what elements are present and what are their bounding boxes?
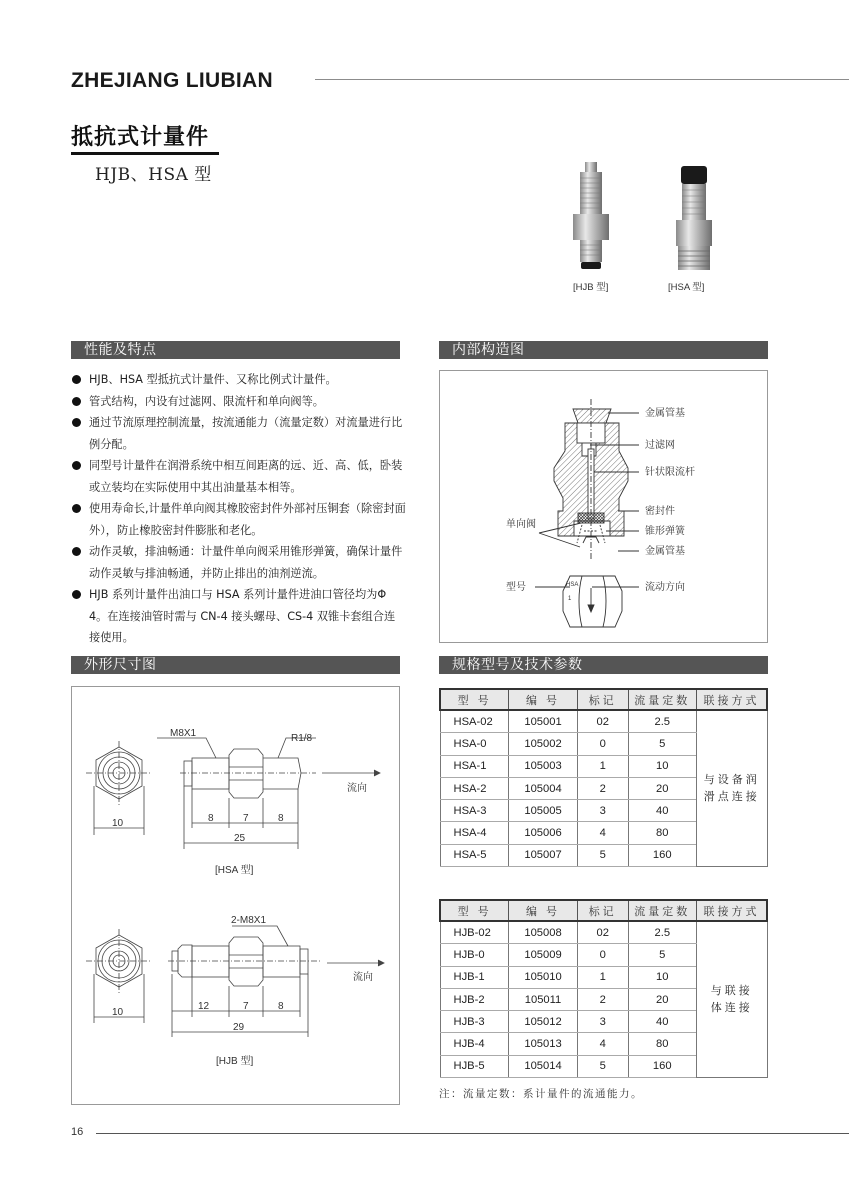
label-filter: 过滤网 (645, 440, 675, 451)
bullet-icon (72, 397, 81, 406)
feature-item (71, 412, 406, 455)
connection-line: 与联接 (710, 984, 753, 997)
hjb-hex-width: 10 (112, 1007, 124, 1018)
cell-mark: 5 (577, 1055, 628, 1077)
cell-flow-constant: 40 (628, 1011, 697, 1033)
cell-model: HJB-3 (440, 1011, 509, 1033)
hjb-spec-table (439, 899, 768, 1078)
feature-item (71, 369, 406, 391)
cell-flow-constant: 40 (628, 800, 696, 822)
hex-model-text: HSA (566, 582, 579, 588)
cell-flow-constant: 10 (628, 966, 697, 988)
feature-text: 同型号计量件在润滑系统中相互间距离的远、近、高、低，卧装或立装均在实际使用中其出油量基本相等。 (89, 459, 403, 494)
hjb-seg1: 12 (198, 1001, 210, 1012)
label-metal-base-top: 金属管基 (645, 408, 685, 419)
cell-model: HJB-0 (440, 944, 509, 966)
label-check-valve: 单向阀 (506, 519, 536, 530)
feature-text: 管式结构，内设有过滤网、限流杆和单向阀等。 (89, 394, 324, 408)
feature-item (71, 498, 406, 541)
cell-mark: 4 (577, 1033, 628, 1055)
page-number: 16 (71, 1126, 84, 1138)
hex-mark-text: 1 (568, 596, 572, 602)
col-model: 型 号 (440, 900, 509, 921)
label-model: 型号 (506, 582, 526, 593)
cell-model: HJB-5 (440, 1055, 509, 1077)
hsa-seg2: 7 (243, 813, 249, 824)
label-metal-base-bottom: 金属管基 (645, 546, 685, 557)
table-row (440, 921, 767, 944)
header-rule (315, 79, 849, 80)
cell-mark: 1 (577, 755, 628, 777)
page-title: 抵抗式计量件 (71, 125, 210, 150)
cell-code: 105006 (509, 822, 578, 844)
feature-text: 通过节流原理控制流量，按流通能力（流量定数）对流量进行比例分配。 (89, 416, 403, 451)
feature-item (71, 584, 406, 649)
cell-code: 105001 (509, 710, 578, 733)
cell-model: HSA-2 (440, 777, 509, 799)
hsa-photo-caption: [HSA 型] (668, 282, 705, 293)
col-flow-constant: 流量定数 (628, 900, 697, 921)
hsa-seg1: 8 (208, 813, 214, 824)
feature-text: 使用寿命长,计量件单向阀其橡胶密封件外部衬压铜套（除密封面外），防止橡胶密封件膨胀和老化。 (89, 502, 406, 537)
table-note: 注：流量定数：系计量件的流通能力。 (439, 1088, 643, 1100)
cell-connection (697, 710, 768, 867)
cell-mark: 0 (577, 944, 628, 966)
col-code: 编 号 (509, 900, 578, 921)
footer-rule (96, 1133, 849, 1134)
hsa-spec-table (439, 688, 768, 867)
cell-model: HJB-4 (440, 1033, 509, 1055)
cell-code: 105009 (509, 944, 578, 966)
cell-code: 105005 (509, 800, 578, 822)
cell-mark: 02 (577, 921, 628, 944)
cell-model: HSA-4 (440, 822, 509, 844)
cell-flow-constant: 80 (628, 822, 696, 844)
cell-model: HSA-1 (440, 755, 509, 777)
cell-code: 105013 (509, 1033, 578, 1055)
cell-flow-constant: 20 (628, 988, 697, 1010)
bullet-icon (72, 461, 81, 470)
cell-model: HSA-5 (440, 844, 509, 866)
label-needle-rod: 针状限流杆 (645, 467, 695, 478)
col-mark: 标记 (577, 689, 628, 710)
label-flow-direction: 流动方向 (645, 582, 685, 593)
cell-mark: 02 (577, 710, 628, 733)
cell-code: 105012 (509, 1011, 578, 1033)
cell-model: HSA-0 (440, 733, 509, 755)
cell-model: HJB-1 (440, 966, 509, 988)
hsa-total: 25 (234, 833, 246, 844)
features-heading: 性能及特点 (71, 341, 400, 359)
hjb-seg3: 8 (278, 1001, 284, 1012)
dimensions-heading: 外形尺寸图 (71, 656, 400, 674)
cell-mark: 5 (577, 844, 628, 866)
features-list (71, 369, 406, 649)
label-seal: 密封件 (645, 506, 675, 517)
cell-mark: 0 (577, 733, 628, 755)
hjb-total: 29 (233, 1022, 245, 1033)
title-underline (71, 152, 219, 155)
cell-mark: 2 (577, 988, 628, 1010)
hsa-hex-width: 10 (112, 818, 124, 829)
table-header-row (440, 689, 767, 710)
table-row (440, 710, 767, 733)
connection-line: 与设备润 (703, 773, 760, 786)
hjb-thread: 2-M8X1 (231, 915, 267, 926)
cell-code: 105003 (509, 755, 578, 777)
cell-flow-constant: 2.5 (628, 921, 697, 944)
bullet-icon (72, 590, 81, 599)
cell-code: 105007 (509, 844, 578, 866)
feature-item (71, 541, 406, 584)
structure-diagram-box (439, 370, 768, 643)
bullet-icon (72, 375, 81, 384)
cell-flow-constant: 80 (628, 1033, 697, 1055)
bullet-icon (72, 504, 81, 513)
cell-model: HSA-3 (440, 800, 509, 822)
hsa-thread-left: M8X1 (170, 728, 197, 739)
hsa-caption: [HSA 型] (215, 865, 254, 876)
structure-diagram (440, 371, 767, 642)
brand-name: ZHEJIANG LIUBIAN (71, 69, 273, 92)
cell-code: 105014 (509, 1055, 578, 1077)
feature-text: HJB、HSA 型抵抗式计量件、又称比例式计量件。 (89, 373, 337, 386)
col-model: 型 号 (440, 689, 509, 710)
cell-mark: 2 (577, 777, 628, 799)
cell-flow-constant: 5 (628, 944, 697, 966)
col-mark: 标记 (577, 900, 628, 921)
page-subtitle: HJB、HSA 型 (95, 165, 212, 185)
cell-connection (697, 921, 767, 1078)
feature-item (71, 391, 406, 413)
cell-code: 105008 (509, 921, 578, 944)
structure-heading: 内部构造图 (439, 341, 768, 359)
cell-model: HJB-02 (440, 921, 509, 944)
feature-text: 动作灵敏，排油畅通：计量件单向阀采用锥形弹簧，确保计量件动作灵敏与排油畅通，并防止排出的油剂逆流。 (89, 545, 403, 580)
hjb-flow-label: 流向 (353, 972, 373, 983)
cell-mark: 3 (577, 1011, 628, 1033)
label-cone-spring: 锥形弹簧 (645, 526, 685, 537)
hsa-product-photo (670, 163, 720, 273)
hjb-photo-caption: [HJB 型] (573, 282, 609, 293)
cell-flow-constant: 160 (628, 1055, 697, 1077)
connection-line: 滑点连接 (703, 790, 760, 803)
cell-mark: 4 (577, 822, 628, 844)
cell-code: 105011 (509, 988, 578, 1010)
cell-flow-constant: 2.5 (628, 710, 696, 733)
cell-mark: 1 (577, 966, 628, 988)
hsa-seg3: 8 (278, 813, 284, 824)
dimensions-diagram (72, 687, 399, 1104)
hjb-product-photo (565, 160, 615, 272)
connection-line: 体连接 (710, 1001, 753, 1014)
hsa-thread-right: R1/8 (291, 733, 313, 744)
col-flow-constant: 流量定数 (628, 689, 696, 710)
hsa-flow-label: 流向 (347, 783, 367, 794)
dimensions-diagram-box (71, 686, 400, 1105)
col-connection: 联接方式 (697, 689, 768, 710)
table-header-row (440, 900, 767, 921)
specs-heading: 规格型号及技术参数 (439, 656, 768, 674)
cell-mark: 3 (577, 800, 628, 822)
cell-model: HJB-2 (440, 988, 509, 1010)
bullet-icon (72, 418, 81, 427)
cell-flow-constant: 10 (628, 755, 696, 777)
cell-flow-constant: 160 (628, 844, 696, 866)
cell-model: HSA-02 (440, 710, 509, 733)
col-connection: 联接方式 (697, 900, 767, 921)
cell-flow-constant: 20 (628, 777, 696, 799)
bullet-icon (72, 547, 81, 556)
hjb-caption: [HJB 型] (216, 1056, 254, 1067)
cell-code: 105002 (509, 733, 578, 755)
feature-item (71, 455, 406, 498)
feature-text: HJB 系列计量件出油口与 HSA 系列计量件进油口管径均为Φ 4。在连接油管时需与 CN-4 接头螺母、CS-4 双锥卡套组合连接使用。 (89, 588, 396, 644)
cell-code: 105004 (509, 777, 578, 799)
cell-code: 105010 (509, 966, 578, 988)
col-code: 编 号 (509, 689, 578, 710)
hjb-seg2: 7 (243, 1001, 249, 1012)
cell-flow-constant: 5 (628, 733, 696, 755)
